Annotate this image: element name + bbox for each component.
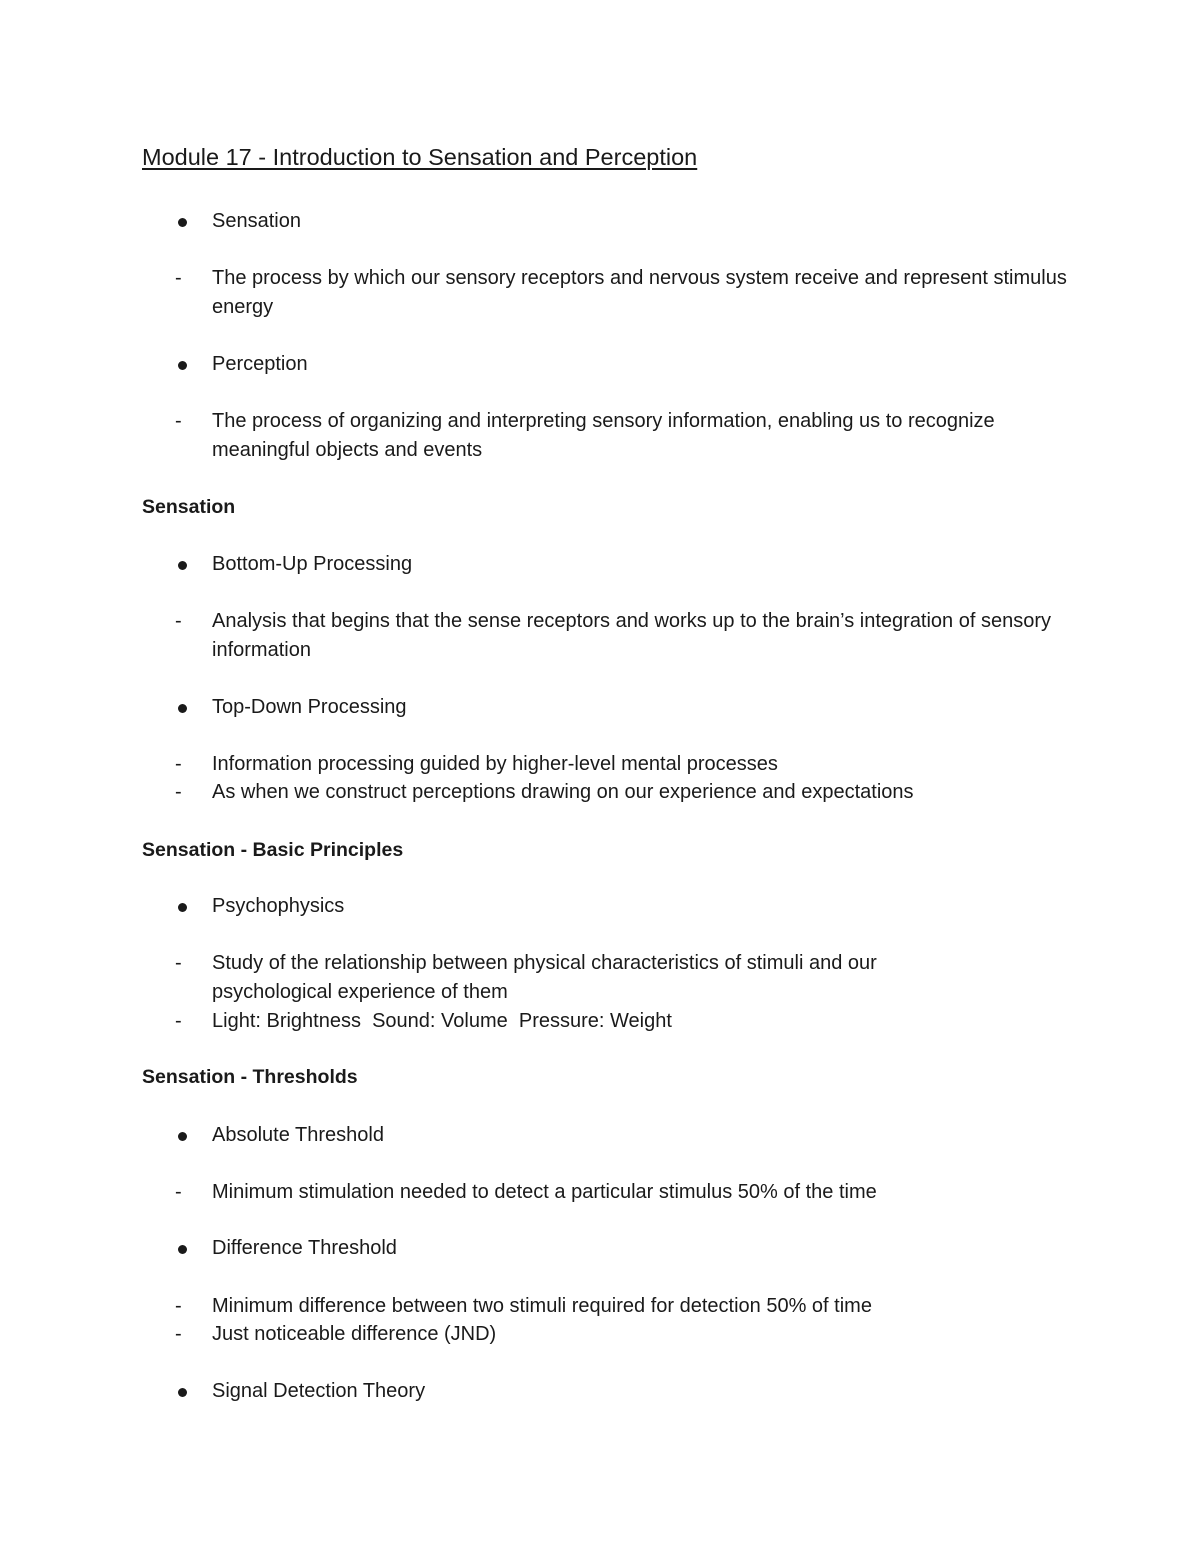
bullet-icon xyxy=(178,218,187,227)
dash-text: Light: Brightness Sound: Volume Pressure: Weight xyxy=(212,1010,672,1032)
bullet-icon xyxy=(178,561,187,570)
bullet-text: Absolute Threshold xyxy=(212,1124,384,1146)
page-title: Module 17 - Introduction to Sensation and Perception xyxy=(142,144,698,170)
dash-marker: - xyxy=(175,1295,182,1317)
section-heading-thresholds: Sensation - Thresholds xyxy=(142,1066,358,1088)
dash-text: As when we construct perceptions drawing on our experience and expectations xyxy=(212,781,914,803)
dash-text: Minimum stimulation needed to detect a particular stimulus 50% of the time xyxy=(212,1181,877,1203)
bullet-icon xyxy=(178,1132,187,1141)
dash-marker: - xyxy=(175,1010,182,1032)
dash-marker: - xyxy=(175,1181,182,1203)
bullet-text: Bottom-Up Processing xyxy=(212,553,413,575)
section-heading-sensation: Sensation xyxy=(142,496,236,518)
dash-marker: - xyxy=(175,781,182,803)
bullet-text: Top-Down Processing xyxy=(212,696,407,718)
bullet-text: Perception xyxy=(212,353,308,375)
dash-marker: - xyxy=(175,952,182,974)
dash-text: Information processing guided by higher-level mental processes xyxy=(212,753,778,775)
bullet-icon xyxy=(178,1388,187,1397)
bullet-icon xyxy=(178,903,187,912)
dash-text: Just noticeable difference (JND) xyxy=(212,1323,497,1345)
bullet-text: Sensation xyxy=(212,210,301,232)
dash-text: Analysis that begins that the sense receptors and works up to the brain’s integration of sensory information xyxy=(212,610,1052,661)
section-heading-basic-principles: Sensation - Basic Principles xyxy=(142,839,404,861)
dash-text: The process of organizing and interpreting sensory information, enabling us to recognize meaningful objects and events xyxy=(212,410,995,461)
bullet-text: Psychophysics xyxy=(212,895,345,917)
dash-marker: - xyxy=(175,1323,182,1345)
bullet-icon xyxy=(178,1245,187,1254)
bullet-icon xyxy=(178,361,187,370)
dash-text: Study of the relationship between physical characteristics of stimuli and our psychological experience of them xyxy=(212,952,877,1003)
dash-text: Minimum difference between two stimuli required for detection 50% of time xyxy=(212,1295,872,1317)
dash-text: The process by which our sensory receptors and nervous system receive and represent stimulus energy xyxy=(212,267,1067,318)
bullet-icon xyxy=(178,704,187,713)
bullet-text: Difference Threshold xyxy=(212,1237,397,1259)
bullet-text: Signal Detection Theory xyxy=(212,1380,426,1402)
dash-marker: - xyxy=(175,753,182,775)
dash-marker: - xyxy=(175,267,182,289)
dash-marker: - xyxy=(175,410,182,432)
dash-marker: - xyxy=(175,610,182,632)
